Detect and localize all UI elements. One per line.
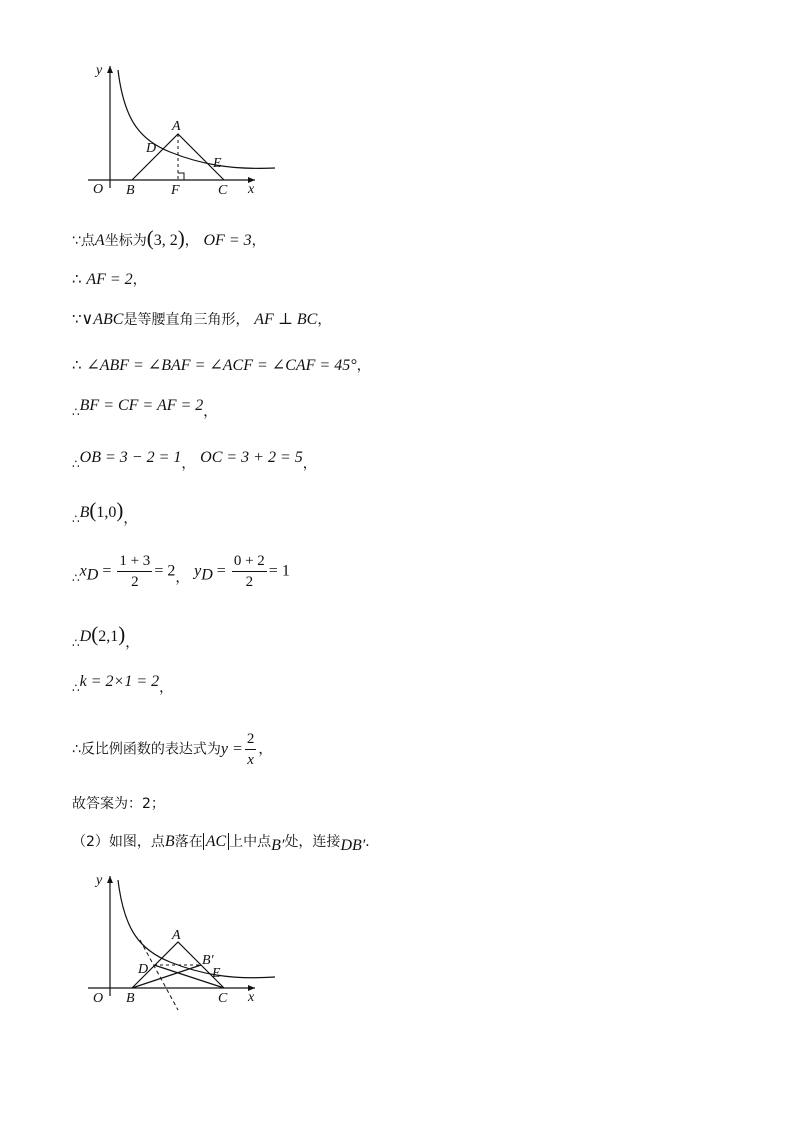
line-3-mid: 是等腰直角三角形， — [123, 312, 250, 328]
figure-1 — [80, 60, 280, 200]
line-11-end: ， — [258, 741, 273, 758]
line-11-num: 2 — [245, 730, 257, 750]
line-8-sym: ∴ — [72, 570, 80, 585]
line-6-eq1: OB = 3 − 2 = 1 — [79, 449, 182, 466]
line-4-eq: ∠ABF = ∠BAF = ∠ACF = ∠CAF = 45° — [86, 357, 357, 374]
line-4-end: ， — [356, 358, 371, 374]
label-x: x — [248, 182, 255, 197]
line-13-mid2: 上中点 — [229, 834, 272, 850]
line-8: $_\therefore x_D$ = $\frac{1 + 3}{2}$ = 2， $y_D$ = $\frac{0 + 2}{2}$ = 1 — [72, 553, 290, 590]
hyperbola-curve — [118, 70, 275, 168]
line-10-sym: ∴ — [72, 681, 80, 695]
line-5-end: ， — [203, 404, 218, 420]
line-3-end: ， — [317, 312, 332, 328]
line-1-mid: 坐标为 — [104, 233, 147, 249]
line-6 — [72, 449, 317, 472]
line-7-end: ， — [123, 511, 138, 527]
line-13-b: B — [164, 833, 175, 850]
line-9-coord: 2,1 — [98, 628, 119, 645]
line-6-sep: ， — [181, 456, 196, 472]
line-3-perp: AF ⊥ BC — [254, 311, 318, 328]
line-11-y: y = — [220, 740, 243, 758]
line-7: $_\therefore$B(1,0)， — [72, 498, 138, 527]
line-6-eq2: OC = 3 + 2 = 5 — [200, 449, 303, 466]
figure-2 — [80, 870, 280, 1020]
line-5-sym: ∴ — [72, 405, 80, 419]
line-1-pre: ∵点 — [72, 233, 95, 249]
label-o-2: O — [93, 991, 104, 1006]
line-11 — [72, 730, 272, 769]
line-3-pre: ∵ — [72, 310, 82, 328]
line-9: $_\therefore$D(2,1)， — [72, 622, 140, 651]
label-f: F — [171, 183, 180, 198]
right-angle-mark — [178, 173, 184, 180]
y-axis-arrow-2 — [107, 876, 113, 883]
label-c: C — [218, 183, 228, 198]
line-8-yres: = 1 — [268, 562, 290, 580]
line-11-pre: ∴反比例函数的表达式为 — [72, 741, 221, 758]
line-13-ac: AC — [203, 833, 229, 850]
line-13-bp: B′ — [271, 837, 285, 854]
label-x-2: x — [248, 990, 255, 1005]
line-13-dbp: DB′ — [340, 837, 366, 854]
line-4 — [72, 358, 371, 374]
line-7-b: B — [79, 504, 90, 521]
label-y-2: y — [96, 873, 103, 888]
label-o: O — [93, 182, 104, 197]
label-a: A — [172, 119, 181, 134]
line-1-eq: OF = 3 — [203, 232, 252, 249]
line-3 — [72, 312, 331, 328]
line-8-xsub: D — [86, 566, 99, 584]
line-8-xnum: 1 + 3 — [117, 552, 152, 572]
label-b-2: B — [126, 991, 135, 1006]
line-13-mid3: 处，连接 — [284, 834, 341, 850]
line-10-end: ， — [159, 680, 174, 696]
label-e-2: E — [212, 966, 221, 981]
line-10-eq: k = 2×1 = 2 — [79, 673, 160, 690]
line-2 — [72, 272, 147, 288]
figure-1-svg — [80, 60, 280, 200]
label-a-2: A — [172, 928, 181, 943]
line-1-sep: ， — [184, 233, 199, 249]
label-c-2: C — [218, 991, 228, 1006]
line-5-eq: BF = CF = AF = 2 — [79, 397, 204, 414]
line-3-tri: ∨ABC — [81, 311, 124, 328]
line-6-sym: ∴ — [72, 457, 80, 471]
line-12-text: 故答案为：2； — [72, 796, 165, 812]
line-2-end: ， — [132, 272, 147, 288]
label-d-2: D — [138, 962, 149, 977]
line-9-d: D — [79, 628, 92, 645]
line-8-yfrac — [232, 552, 267, 591]
label-y: y — [96, 63, 103, 78]
line-8-xden: 2 — [131, 574, 139, 590]
line-11-den: x — [247, 752, 254, 768]
line-12 — [72, 796, 165, 811]
label-d: D — [146, 141, 157, 156]
label-e: E — [213, 156, 222, 171]
line-1-a: A — [94, 232, 105, 249]
line-13 — [72, 833, 380, 854]
line-2-eq: AF = 2 — [86, 271, 133, 288]
line-1-coord: 3, 2 — [153, 232, 178, 249]
line-8-sep: ， — [175, 569, 190, 586]
line-13-pre: （2）如图，点 — [72, 834, 165, 850]
line-4-sym: ∴ — [72, 356, 82, 374]
line-1: ∵点A坐标为(3, 2)， OF = 3， — [72, 226, 266, 250]
label-b: B — [126, 183, 135, 198]
line-5 — [72, 397, 218, 420]
line-8-xfrac — [117, 552, 152, 591]
line-8-ysub: D — [201, 566, 213, 584]
line-7-coord: 1,0 — [96, 504, 117, 521]
line-11-frac — [245, 730, 257, 769]
line-8-ynum: 0 + 2 — [232, 552, 267, 572]
label-bprime-2: B′ — [202, 953, 214, 968]
figure-2-svg — [80, 870, 280, 1020]
line-1-end: ， — [251, 233, 266, 249]
line-9-sym: ∴ — [72, 636, 80, 650]
line-7-sym: ∴ — [72, 512, 80, 526]
line-13-mid: 落在 — [174, 834, 203, 850]
line-8-yden: 2 — [245, 574, 254, 590]
y-axis-arrow — [107, 66, 113, 73]
line-2-sym: ∴ — [72, 270, 82, 288]
line-8-x: x — [79, 562, 87, 580]
line-10 — [72, 673, 174, 696]
line-8-xres: = 2 — [154, 562, 176, 580]
line-9-end: ， — [125, 635, 140, 651]
line-8-y: y — [194, 562, 202, 580]
line-6-end: ， — [302, 456, 317, 472]
line-13-end: ． — [365, 834, 380, 850]
